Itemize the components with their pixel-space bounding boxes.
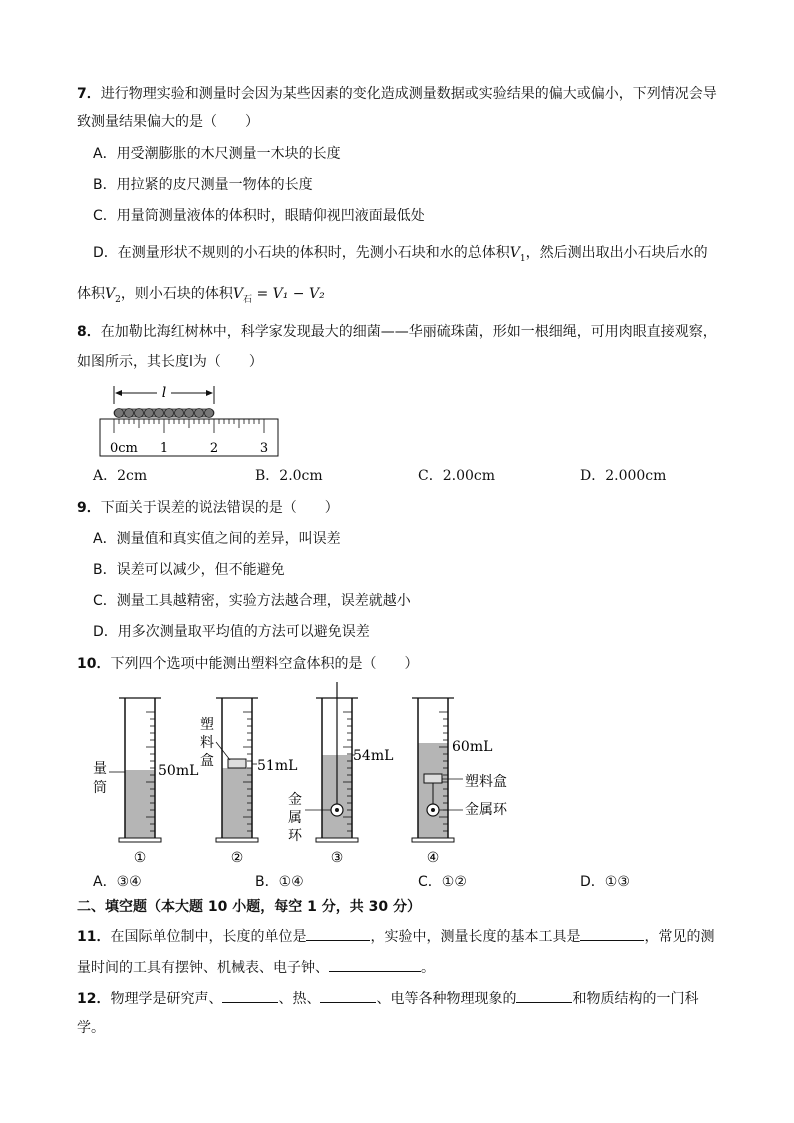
q7-number: 7． bbox=[77, 86, 101, 102]
q11-text2: ，实验中，测量长度的基本工具是 bbox=[370, 929, 581, 945]
q8-option-b: B．2.0cm bbox=[255, 468, 323, 484]
q7-var-v2: V bbox=[105, 286, 116, 302]
c3-value: 54mL bbox=[353, 748, 394, 764]
ruler-l-label: l bbox=[161, 385, 167, 401]
c3-label-char2: 属 bbox=[288, 810, 302, 826]
c3-label-char1: 金 bbox=[288, 792, 302, 808]
cylinder-base bbox=[412, 838, 454, 842]
q8-stem-text: 在加勒比海红树林中，科学家发现最大的细菌——华丽硫珠菌，形如一根细绳，可用肉眼直接观察， bbox=[100, 324, 717, 340]
q7-stem-line1 bbox=[77, 85, 717, 103]
q11-text5: 。 bbox=[421, 960, 435, 976]
q9-option-c: C．测量工具越精密，实验方法越合理，误差就越小 bbox=[93, 593, 411, 609]
q11-text3: ，常见的测 bbox=[644, 929, 715, 945]
bacterium-bead bbox=[205, 409, 214, 418]
bacterium-bead bbox=[195, 409, 204, 418]
fig-caption-1: ① bbox=[133, 850, 147, 866]
q8-number: 8． bbox=[77, 324, 101, 340]
q12-blank-1[interactable] bbox=[222, 988, 278, 1003]
q12-line1 bbox=[77, 988, 698, 1008]
q12-text4: 和物质结构的一门科 bbox=[572, 991, 699, 1007]
c1-label-char1: 量 bbox=[93, 761, 107, 777]
q10-option-a: A．③④ bbox=[93, 874, 142, 890]
q7-option-d-line1 bbox=[93, 244, 708, 268]
q11-blank-2[interactable] bbox=[580, 926, 644, 941]
cylinder-base bbox=[119, 838, 161, 842]
q12-text3: 、电等各种物理现象的 bbox=[376, 991, 517, 1007]
c4-ring-label: 金属环 bbox=[465, 802, 507, 818]
q7-var-v1: V bbox=[509, 245, 520, 261]
bacterium-bead bbox=[175, 409, 184, 418]
q9-option-b: B．误差可以减少，但不能避免 bbox=[93, 562, 285, 578]
q7-stem-text: 进行物理实验和测量时会因为某些因素的变化造成测量数据或实验结果的偏大或偏小，下列情况会导 bbox=[100, 86, 717, 102]
q7-option-a: A．用受潮膨胀的木尺测量一木块的长度 bbox=[93, 146, 341, 162]
q7-option-d-text4: ，则小石块的体积 bbox=[120, 286, 233, 302]
q12-number: 12． bbox=[77, 991, 111, 1007]
q10-stem bbox=[77, 655, 418, 673]
q8-stem-line2: 如图所示，其长度l为（ ） bbox=[77, 354, 263, 370]
arrow-right-icon bbox=[206, 390, 213, 396]
c4-ring-center bbox=[431, 808, 435, 812]
bacterium-bead bbox=[135, 409, 144, 418]
q11-blank-1[interactable] bbox=[306, 926, 370, 941]
q7-option-d-text2: ，然后测出取出小石块后水的 bbox=[525, 245, 708, 261]
q9-number: 9． bbox=[77, 500, 101, 516]
q11-blank-3[interactable] bbox=[329, 957, 421, 972]
q7-option-d-line2 bbox=[77, 285, 325, 309]
q11-text4: 量时间的工具有摆钟、机械表、电子钟、 bbox=[77, 960, 329, 976]
c4-value: 60mL bbox=[452, 739, 493, 755]
c2-label-char2: 料 bbox=[200, 735, 214, 751]
q7-option-d-text3: 体积 bbox=[77, 286, 105, 302]
ruler-tick-label-3: 3 bbox=[259, 441, 269, 456]
water-level-1 bbox=[125, 770, 155, 838]
q9-option-a: A．测量值和真实值之间的差异，叫误差 bbox=[93, 531, 341, 547]
c2-label-pointer bbox=[216, 742, 230, 760]
q12-blank-2[interactable] bbox=[320, 988, 376, 1003]
q7-option-b: B．用拉紧的皮尺测量一物体的长度 bbox=[93, 177, 313, 193]
q7-formula: = V₁ − V₂ bbox=[252, 286, 325, 302]
q11-text1: 在国际单位制中，长度的单位是 bbox=[110, 929, 307, 945]
q12-blank-3[interactable] bbox=[516, 988, 572, 1003]
q10-option-b: B．①④ bbox=[255, 874, 304, 890]
q8-option-c: C．2.00cm bbox=[418, 468, 495, 484]
c2-label-char3: 盒 bbox=[200, 753, 214, 769]
q7-var-vstone: V bbox=[232, 286, 243, 302]
c4-plastic-box bbox=[424, 774, 442, 783]
bacterium-bead bbox=[185, 409, 194, 418]
q12-text2: 、热、 bbox=[278, 991, 321, 1007]
q8-stem-line1 bbox=[77, 323, 717, 341]
bacterium-chain bbox=[114, 409, 214, 418]
q7-var-v2-sub: 2 bbox=[115, 294, 121, 305]
fig-caption-2: ② bbox=[230, 850, 244, 866]
cylinder-base bbox=[216, 838, 258, 842]
q10-option-d: D．①③ bbox=[580, 874, 630, 890]
ruler-tick-label-0: 0cm bbox=[110, 441, 138, 456]
bacterium-bead bbox=[125, 409, 134, 418]
q9-stem-text: 下面关于误差的说法错误的是（ ） bbox=[100, 500, 339, 516]
fig-caption-3: ③ bbox=[330, 850, 344, 866]
q7-var-vstone-sub: 石 bbox=[242, 294, 252, 305]
fig-caption-4: ④ bbox=[426, 850, 440, 866]
c1-value: 50mL bbox=[158, 763, 199, 779]
q7-option-d-text1: D．在测量形状不规则的小石块的体积时，先测小石块和水的总体积 bbox=[93, 245, 510, 261]
bacterium-bead bbox=[115, 409, 124, 418]
section2-title: 二、填空题（本大题 10 小题，每空 1 分，共 30 分） bbox=[77, 899, 421, 915]
q8-option-a: A．2cm bbox=[93, 468, 148, 484]
bacterium-bead bbox=[155, 409, 164, 418]
q10-stem-text: 下列四个选项中能测出塑料空盒体积的是（ ） bbox=[110, 656, 419, 672]
c3-label-char3: 环 bbox=[288, 828, 302, 844]
bacterium-bead bbox=[165, 409, 174, 418]
q11-number: 11． bbox=[77, 929, 111, 945]
cylinders-figure bbox=[85, 680, 525, 870]
ruler-tick-label-2: 2 bbox=[209, 441, 219, 456]
c2-value: 51mL bbox=[257, 758, 298, 774]
c1-label-char2: 筒 bbox=[93, 780, 107, 796]
arrow-left-icon bbox=[115, 390, 122, 396]
q10-option-c: C．①② bbox=[418, 874, 467, 890]
q10-number: 10． bbox=[77, 656, 111, 672]
bacterium-bead bbox=[145, 409, 154, 418]
q11-line2 bbox=[77, 957, 435, 977]
ruler-tick-label-1: 1 bbox=[159, 441, 169, 456]
c2-plastic-box bbox=[228, 759, 246, 768]
q7-stem-line2: 致测量结果偏大的是（ ） bbox=[77, 114, 259, 130]
q11-line1 bbox=[77, 926, 714, 946]
q8-option-d: D．2.000cm bbox=[580, 468, 667, 484]
cylinder-base bbox=[316, 838, 358, 842]
q7-var-v1-sub: 1 bbox=[519, 253, 526, 264]
c2-label-char1: 塑 bbox=[200, 717, 214, 733]
ruler-figure bbox=[97, 380, 282, 460]
q9-option-d: D．用多次测量取平均值的方法可以避免误差 bbox=[93, 624, 370, 640]
c3-ring-center bbox=[335, 808, 339, 812]
c4-box-label: 塑料盒 bbox=[465, 774, 507, 790]
q9-stem bbox=[77, 499, 339, 517]
q12-line2: 学。 bbox=[77, 1020, 105, 1036]
q12-text1: 物理学是研究声、 bbox=[110, 991, 223, 1007]
q7-option-c: C．用量筒测量液体的体积时，眼睛仰视凹液面最低处 bbox=[93, 208, 425, 224]
